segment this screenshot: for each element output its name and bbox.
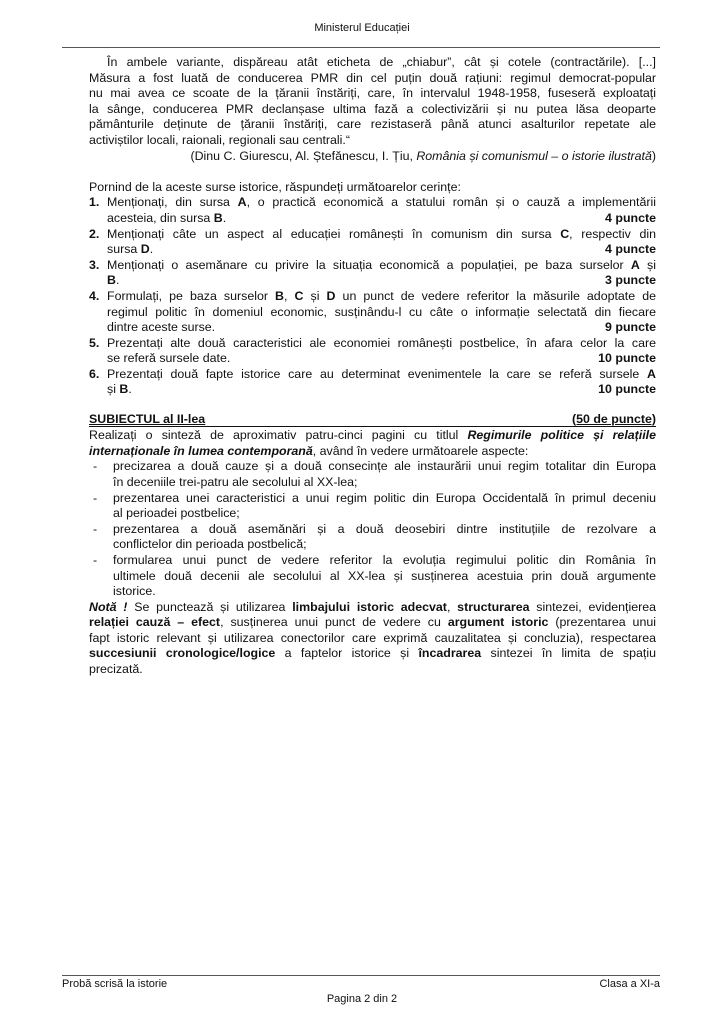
points-label: 3 puncte: [605, 273, 656, 288]
text-line: [89, 428, 656, 444]
text-segment: ,: [284, 288, 295, 303]
text-line: [89, 289, 656, 305]
question-item: [89, 367, 656, 398]
points-label: 9 puncte: [605, 320, 656, 335]
emphasized-text: B: [107, 273, 116, 288]
text-segment: formularea unui punct de vedere referitor la evoluția regimului politic din România în: [113, 552, 656, 567]
bullet-dash: -: [93, 552, 98, 567]
spacer: [89, 398, 656, 412]
text-segment: fapt istoric relevant și utilizarea conectorilor care exprimă cauzalitatea și concluzia), respectarea: [89, 630, 656, 645]
text-line: [89, 305, 656, 321]
text-line: [89, 382, 656, 398]
emphasized-text: C: [294, 288, 304, 303]
text-segment: conflictelor din perioada postbelică;: [113, 537, 307, 552]
emphasized-text: Regimurile politice și relațiile: [467, 428, 656, 443]
text-segment: precizarea a două cauze și a două consecințe ale instaurării unui regim totalitar din Europa: [113, 459, 656, 474]
text-line: [89, 522, 656, 538]
points-label: 4 puncte: [605, 242, 656, 257]
emphasized-text: internaționale în lumea contemporană: [89, 443, 313, 458]
question-item: [89, 336, 656, 367]
text-line: [89, 102, 656, 118]
text-line: [89, 367, 656, 383]
text-segment: ): [651, 148, 656, 163]
text-segment: pământurile deținute de țăranii înstăriți, care rezistaseră până atunci asalturilor repetate ale: [89, 117, 656, 132]
text-line: [89, 569, 656, 585]
text-segment: activiștilor locali, raionali, regionali sau centrali.“: [89, 132, 351, 147]
text-segment: ,: [446, 599, 458, 614]
emphasized-text: structurarea: [457, 599, 530, 614]
footer-page-number: Pagina 2 din 2: [326, 993, 398, 1005]
spacer: [89, 164, 656, 180]
text-segment: Menționați câte un aspect al educației românești în comunism din sursa: [107, 226, 561, 241]
emphasized-text: D: [140, 242, 150, 257]
text-segment: la sânge, conducerea PMR declanșase ultima fază a colectivizării și nu putea lăsa deoparte: [89, 101, 656, 116]
text-line: [89, 475, 656, 491]
text-segment: (Dinu C. Giurescu, Al. Ștefănescu, I. Țiu,: [190, 148, 417, 163]
text-line: [89, 506, 656, 522]
text-segment: a faptelor istorice și: [275, 646, 419, 661]
text-line: [89, 86, 656, 102]
text-line: [89, 320, 656, 336]
text-segment: Formulați, pe baza surselor: [107, 288, 276, 303]
instructions-intro: Pornind de la aceste surse istorice, răspundeți următoarelor cerințe:: [89, 179, 461, 194]
emphasized-text: B: [213, 210, 223, 225]
text-segment: Se punctează și utilizarea: [127, 599, 293, 614]
text-segment: .: [128, 382, 132, 397]
subject-intro: [89, 428, 656, 459]
points-label: 4 puncte: [605, 210, 656, 225]
emphasized-text: limbajului istoric adecvat: [292, 599, 447, 614]
emphasized-text: D: [326, 288, 336, 303]
header-title: Ministerul Educației: [314, 22, 410, 34]
text-line: [89, 553, 656, 569]
text-segment: se referă sursele date.: [107, 351, 231, 366]
points-label: 10 puncte: [598, 382, 656, 397]
emphasized-text: B: [275, 288, 284, 303]
text-segment: Menționați, din sursa: [107, 195, 238, 210]
text-line: [89, 537, 656, 553]
text-segment: un punct de vedere referitor la măsurile adoptate de: [335, 288, 656, 303]
text-line: [89, 227, 656, 243]
footer-divider: [62, 975, 660, 976]
text-segment: , respectiv din: [569, 226, 656, 241]
text-segment: al perioadei postbelice;: [113, 506, 240, 521]
aspect-item: [89, 491, 656, 522]
emphasized-text: succesiunii cronologice/logice: [89, 646, 276, 661]
text-segment: precizată.: [89, 662, 143, 677]
text-line: [89, 351, 656, 367]
emphasized-text: C: [560, 226, 570, 241]
text-segment: Prezentați două fapte istorice care au determinat evenimentele la care se referă sursele: [107, 366, 648, 381]
points-label: 10 puncte: [598, 351, 656, 366]
text-line: [89, 55, 656, 71]
aspect-list: [89, 459, 656, 599]
text-line: [89, 211, 656, 227]
question-number: 4.: [89, 288, 100, 303]
text-segment: , susținerea unui punct de vedere cu: [220, 615, 448, 630]
text-segment: prezentarea a două asemănări și a două deosebiri dintre instituțiile de rezolvare a: [113, 521, 656, 536]
text-segment: sintezei, evidențierea: [529, 599, 657, 614]
footer-subject: Probă scrisă la istorie: [62, 978, 168, 990]
emphasized-text: A: [630, 257, 640, 272]
footer-class: Clasa a XI-a: [599, 978, 660, 990]
subject-points: (50 de puncte): [572, 411, 656, 426]
text-line: [89, 133, 656, 149]
text-line: [89, 646, 656, 662]
text-segment: nu mai avea ce scoate de la țăranii înstăriți, care, în intervalul 1948-1958, fuseseră exploatați: [89, 86, 656, 101]
question-item: [89, 289, 656, 336]
aspect-item: [89, 553, 656, 600]
emphasized-text: încadrarea: [418, 646, 482, 661]
bullet-dash: -: [93, 521, 98, 536]
emphasized-text: România și comunismul – o istorie ilustrată: [416, 148, 652, 163]
question-number: 5.: [89, 335, 100, 350]
text-line: [89, 71, 656, 87]
text-segment: , o practică economică a statului român și o cauză a implementării: [246, 195, 656, 210]
text-segment: și: [639, 257, 656, 272]
emphasized-text: A: [237, 195, 247, 210]
question-item: [89, 258, 656, 289]
text-segment: sursa: [107, 242, 141, 257]
grading-note: [89, 600, 656, 678]
text-line: [89, 336, 656, 352]
text-segment: acesteia, din sursa: [107, 210, 214, 225]
text-line: [89, 444, 656, 460]
emphasized-text: A: [647, 366, 656, 381]
text-segment: , având în vedere următoarele aspecte:: [312, 443, 529, 458]
text-line: [89, 195, 656, 211]
question-list: [89, 195, 656, 398]
text-line: [89, 459, 656, 475]
text-segment: Realizați o sinteză de aproximativ patru-cinci pagini cu titlul: [89, 428, 468, 443]
aspect-item: [89, 522, 656, 553]
text-line: [89, 273, 656, 289]
text-segment: .: [115, 273, 120, 288]
text-line: [89, 258, 656, 274]
header-divider: [62, 47, 660, 48]
text-segment: prezentarea unei caracteristici a unui regim politic din Europa Occidentală în primul deceniu: [113, 490, 656, 505]
question-number: 2.: [89, 226, 100, 241]
text-segment: regimul politic în domeniul economic, susținându-l cu câte o informație selectată din fiecare: [107, 304, 656, 319]
question-number: 1.: [89, 195, 100, 210]
bullet-dash: -: [93, 490, 98, 505]
text-segment: sintezei în limita de spațiu: [481, 646, 656, 661]
text-line: [89, 600, 656, 616]
text-segment: (prezentarea unui: [548, 615, 656, 630]
text-segment: și: [303, 288, 327, 303]
aspect-item: [89, 459, 656, 490]
text-line: [89, 149, 656, 165]
emphasized-text: argument istoric: [447, 615, 549, 630]
subject-heading: [89, 412, 656, 428]
emphasized-text: B: [119, 382, 129, 397]
question-number: 3.: [89, 257, 100, 272]
text-segment: În ambele variante, dispăreau atât eticheta de „chiabur”, cât și cotele (contractările). [...]: [107, 55, 656, 69]
text-line: [89, 584, 656, 600]
emphasized-text: relației cauză – efect: [89, 615, 221, 630]
text-segment: dintre aceste surse.: [107, 320, 216, 335]
question-item: [89, 195, 656, 226]
text-line: [89, 631, 656, 647]
text-segment: .: [222, 210, 227, 225]
question-number: 6.: [89, 366, 100, 381]
bullet-dash: -: [93, 459, 98, 474]
question-item: [89, 227, 656, 258]
text-segment: în deceniile trei-patru ale secolului al XX-lea;: [113, 474, 358, 489]
text-segment: Prezentați alte două caracteristici ale economiei românești postbelice, în afara celor la care: [107, 335, 656, 350]
document-body: [89, 55, 656, 678]
text-segment: .: [149, 242, 154, 257]
text-line: [89, 491, 656, 507]
text-segment: istorice.: [113, 584, 156, 599]
text-segment: Măsura a fost luată de conducerea PMR din cel puțin două rațiuni: regimul democrat-popular: [89, 70, 656, 85]
text-line: [89, 117, 656, 133]
text-line: [89, 615, 656, 631]
source-quote: [89, 55, 656, 164]
text-line: [89, 242, 656, 258]
subject-title: SUBIECTUL al II-lea: [89, 411, 206, 426]
emphasized-text: Notă !: [89, 599, 128, 614]
text-segment: și: [107, 382, 120, 397]
text-line: [89, 662, 656, 678]
text-segment: Menționați o asemănare cu privire la situația economică a populației, pe baza surselor: [107, 257, 631, 272]
text-segment: ultimele două decenii ale secolului al XX-lea și susținerea acestuia prin două argumente: [113, 568, 656, 583]
